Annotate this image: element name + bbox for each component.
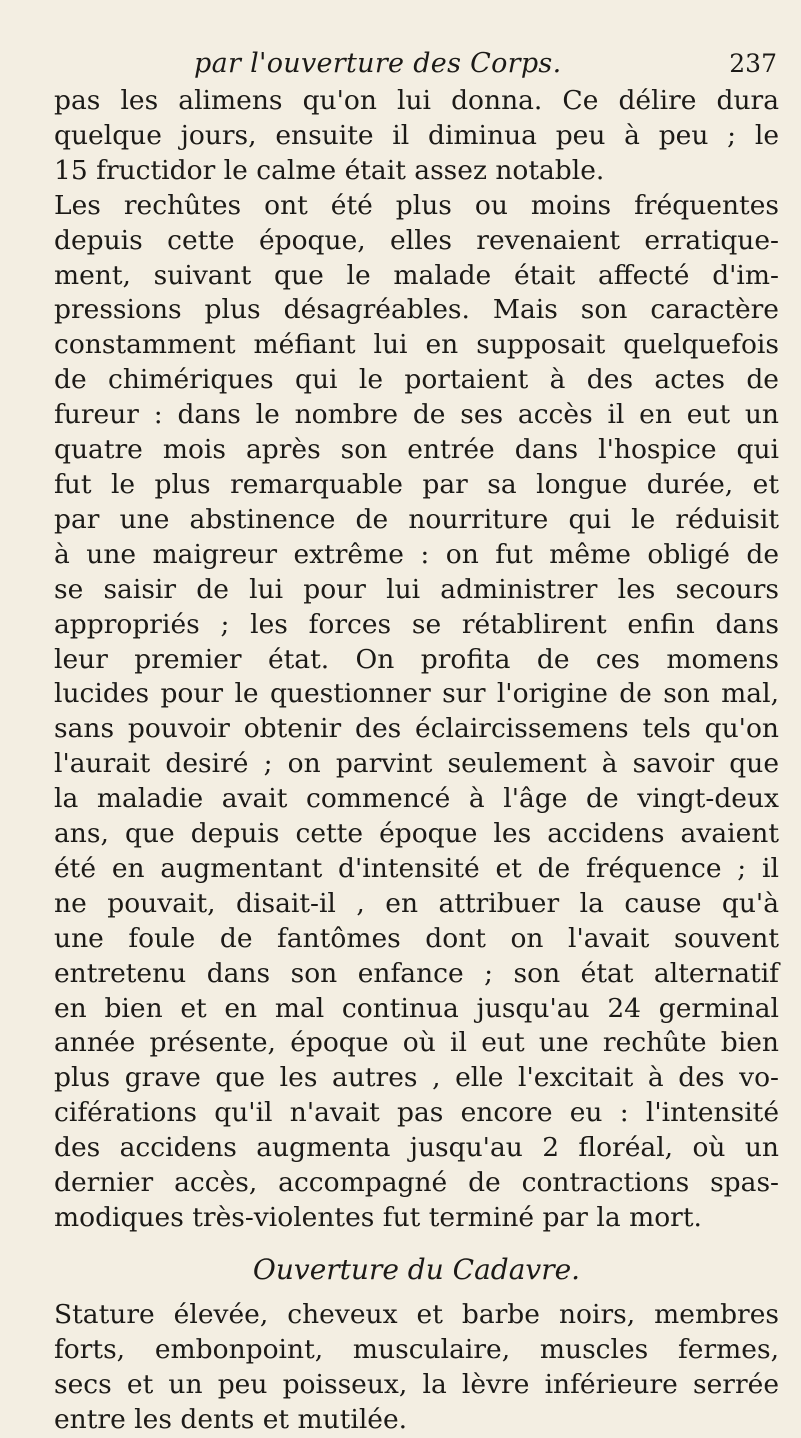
text-line: Stature élevée, cheveux et barbe noirs, membres — [54, 1298, 779, 1330]
text-line: une foule de fantômes dont on l'avait souvent — [54, 922, 779, 954]
paragraph — [54, 1298, 779, 1438]
text-line: quatre mois après son entrée dans l'hospice qui — [54, 434, 779, 466]
closing-text — [54, 1298, 779, 1438]
text-line: fut le plus remarquable par sa longue durée, et — [54, 468, 779, 500]
text-line: pas les alimens qu'on lui donna. Ce délire dura — [54, 85, 779, 116]
text-line: dernier accès, accompagné de contractions spas- — [54, 1167, 779, 1199]
text-line: modiques très-violentes fut terminé par la mort. — [54, 1202, 702, 1233]
body-text — [54, 84, 779, 1236]
text-line: secs et un peu poisseux, la lèvre inférieure serrée — [54, 1368, 779, 1400]
paragraph — [54, 189, 779, 1236]
running-head — [54, 44, 779, 84]
text-line: se saisir de lui pour lui administrer les secours — [54, 573, 779, 605]
text-line: année présente, époque où il eut une rechûte bien — [54, 1027, 779, 1059]
text-line: constamment méfiant lui en supposait quelquefois — [54, 329, 779, 361]
text-line: l'aurait desiré ; on parvint seulement à savoir que — [54, 748, 779, 780]
text-line: ans, que depuis cette époque les accidens avaient — [54, 818, 779, 850]
text-line: par une abstinence de nourriture qui le réduisit — [54, 503, 779, 535]
text-line: pressions plus désagréables. Mais son caractère — [54, 294, 779, 326]
text-line: appropriés ; les forces se rétablirent enfin dans — [54, 608, 779, 640]
text-line: lucides pour le questionner sur l'origine de son mal, — [54, 678, 779, 710]
text-line: forts, embonpoint, musculaire, muscles fermes, — [54, 1333, 779, 1365]
text-line: sans pouvoir obtenir des éclaircissemens tels qu'on — [54, 713, 779, 745]
text-line: à une maigreur extrême : on fut même obligé de — [54, 538, 779, 570]
page-number: 237 — [729, 49, 777, 78]
text-line: la maladie avait commencé à l'âge de vingt-deux — [54, 783, 779, 815]
text-line: des accidens augmenta jusqu'au 2 floréal, où un — [54, 1132, 779, 1164]
section-heading: Ouverture du Cadavre. — [252, 1252, 581, 1286]
text-line: leur premier état. On profita de ces momens — [54, 643, 779, 675]
text-line: plus grave que les autres , elle l'excitait à des vo- — [54, 1062, 779, 1094]
text-line: depuis cette époque, elles revenaient erratique- — [54, 224, 779, 256]
text-line: 15 fructidor le calme était assez notable. — [54, 154, 605, 186]
text-line: ne pouvait, disait-il , en attribuer la cause qu'à — [54, 887, 779, 919]
text-line: fureur : dans le nombre de ses accès il en eut un — [54, 399, 779, 431]
text-line: de chimériques qui le portaient à des actes de — [54, 364, 779, 396]
text-line: ciférations qu'il n'avait pas encore eu : l'intensité — [54, 1097, 779, 1129]
text-line: Les rechûtes ont été plus ou moins fréquentes — [54, 189, 779, 221]
text-line: entretenu dans son enfance ; son état alternatif — [54, 957, 779, 989]
text-line: quelque jours, ensuite il diminua peu à peu ; le — [54, 119, 779, 151]
running-title: par l'ouverture des Corps. — [194, 48, 562, 79]
paragraph — [54, 84, 779, 189]
text-line: été en augmentant d'intensité et de fréquence ; il — [54, 852, 779, 884]
text-line: en bien et en mal continua jusqu'au 24 germinal — [54, 992, 779, 1024]
text-line: entre les dents et mutilée. — [54, 1403, 408, 1435]
text-line: ment, suivant que le malade était affecté d'im- — [54, 259, 779, 291]
